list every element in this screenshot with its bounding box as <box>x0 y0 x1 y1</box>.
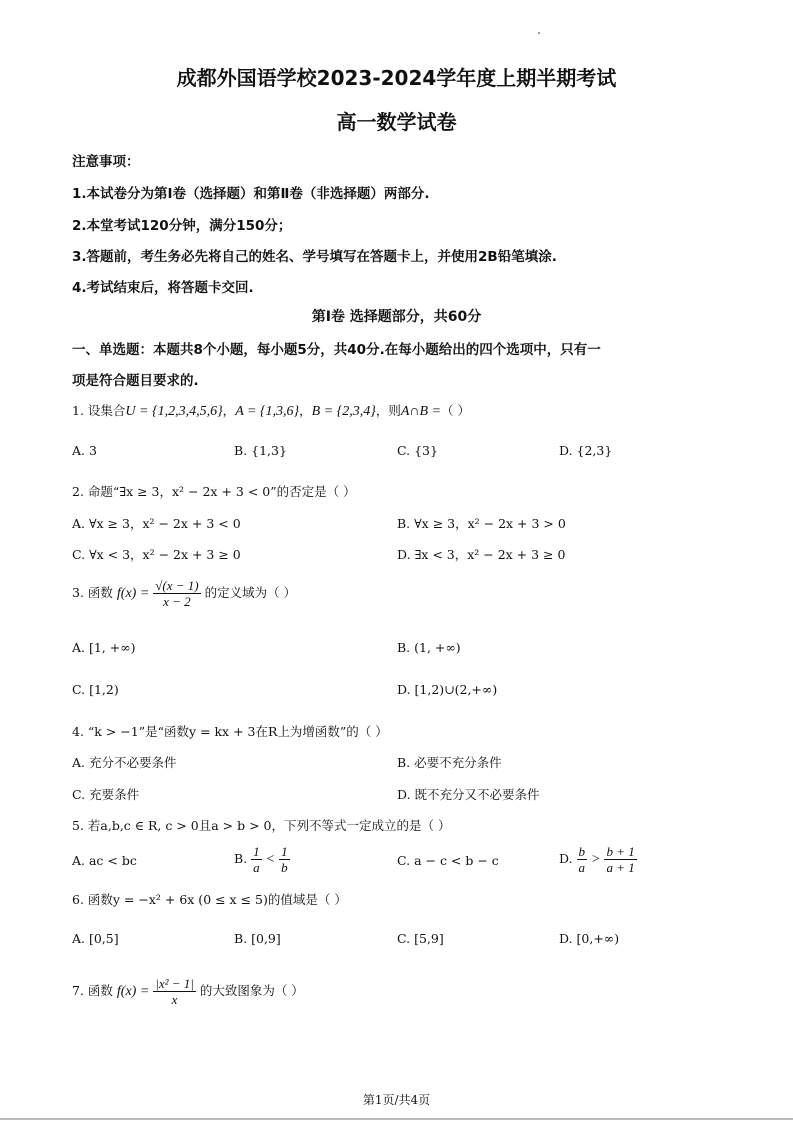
q3-fraction <box>153 578 200 609</box>
note-item-4: 4.考试结束后，将答题卡交回. <box>72 280 254 296</box>
q2-option-d[interactable]: D. ∃x < 3，x² − 2x + 3 ≥ 0 <box>397 547 566 562</box>
q7-fx: f(x) = <box>116 984 150 999</box>
q5-option-d-label: D. <box>559 851 573 866</box>
q5-d-den1: a <box>578 860 586 875</box>
q1-then: ，则 <box>375 403 401 418</box>
q1-u-set: U = {1,2,3,4,5,6} <box>125 404 223 419</box>
scan-dot <box>538 32 540 34</box>
question-4-stem: 4. “k > −1”是“函数y = kx + 3在R上为增函数”的（ ） <box>72 724 388 739</box>
bottom-edge-rule <box>0 1118 793 1120</box>
q5-b-num1: 1 <box>253 844 260 859</box>
q4-option-c[interactable]: C. 充要条件 <box>72 787 140 802</box>
q1-option-c[interactable]: C. {3} <box>397 443 438 458</box>
q4-option-d[interactable]: D. 既不充分又不必要条件 <box>397 787 540 802</box>
q1-prefix: 1. 设集合 <box>72 403 126 418</box>
q5-d-operator: > <box>591 852 601 867</box>
question-2-stem: 2. 命题“∃x ≥ 3，x² − 2x + 3 < 0”的否定是（ ） <box>72 484 356 499</box>
q4-option-b[interactable]: B. 必要不充分条件 <box>397 755 502 770</box>
q5-option-d-frac1 <box>577 844 588 875</box>
q7-denominator: x <box>171 992 178 1007</box>
note-item-3: 3.答题前，考生务必先将自己的姓名、学号填写在答题卡上，并使用2B铅笔填涂. <box>72 249 557 265</box>
q3-option-b[interactable]: B. (1, +∞) <box>397 640 461 655</box>
q5-option-b-label: B. <box>234 851 248 866</box>
q7-numerator: |x² − 1| <box>155 976 194 991</box>
q7-prefix: 7. 函数 <box>72 983 113 998</box>
question-1-stem <box>72 401 470 420</box>
q1-sep2: ， <box>299 403 312 418</box>
question-7-stem <box>72 976 304 1007</box>
q5-b-den1: a <box>253 860 260 875</box>
q5-option-b-frac2 <box>279 844 290 875</box>
q1-option-b[interactable]: B. {1,3} <box>234 443 287 458</box>
q2-option-a[interactable]: A. ∀x ≥ 3，x² − 2x + 3 < 0 <box>72 516 241 531</box>
q7-fraction <box>153 976 196 1007</box>
note-item-1: 1.本试卷分为第Ⅰ卷（选择题）和第Ⅱ卷（非选择题）两部分. <box>72 186 430 202</box>
question-3-stem <box>72 578 296 609</box>
question-5-stem: 5. 若a,b,c ∈ R, c > 0且a > b > 0，下列不等式一定成立的是（ ） <box>72 818 451 833</box>
exam-title: 成都外国语学校2023-2024学年度上期半期考试 <box>176 66 617 90</box>
section-title: 第Ⅰ卷 选择题部分，共60分 <box>311 309 482 325</box>
q5-option-d-frac2 <box>604 844 636 875</box>
notes-heading: 注意事项： <box>72 154 140 170</box>
q3-numerator: √(x − 1) <box>155 578 199 593</box>
q3-prefix: 3. 函数 <box>72 585 113 600</box>
q1-a-set: A = {1,3,6} <box>235 404 300 419</box>
q1-option-a[interactable]: A. 3 <box>72 443 97 458</box>
q6-option-d[interactable]: D. [0,+∞) <box>559 931 620 946</box>
q2-option-b[interactable]: B. ∀x ≥ 3，x² − 2x + 3 > 0 <box>397 516 566 531</box>
section-intro-line2: 项是符合题目要求的. <box>72 373 199 389</box>
q1-b-set: B = {2,3,4} <box>311 404 376 419</box>
q5-d-num1: b <box>578 844 586 859</box>
q2-option-c[interactable]: C. ∀x < 3，x² − 2x + 3 ≥ 0 <box>72 547 241 562</box>
q3-option-c[interactable]: C. [1,2) <box>72 682 119 697</box>
q5-d-num2: b + 1 <box>606 844 635 859</box>
q1-expr: A∩B = <box>400 404 442 419</box>
q5-option-b[interactable] <box>234 844 290 875</box>
q3-option-a[interactable]: A. [1, +∞) <box>72 640 136 655</box>
q5-option-c[interactable]: C. a − c < b − c <box>397 853 499 868</box>
q5-b-num2: 1 <box>281 844 288 859</box>
q3-option-d[interactable]: D. [1,2)∪(2,+∞) <box>397 682 498 697</box>
q3-denominator: x − 2 <box>163 594 191 609</box>
q6-option-c[interactable]: C. [5,9] <box>397 931 444 946</box>
note-item-2: 2.本堂考试120分钟，满分150分； <box>72 218 292 234</box>
q5-d-den2: a + 1 <box>606 860 635 875</box>
q1-blank: （ ） <box>441 403 471 418</box>
q6-option-a[interactable]: A. [0,5] <box>72 931 119 946</box>
q5-option-d[interactable] <box>559 844 637 875</box>
q1-option-d[interactable]: D. {2,3} <box>559 443 613 458</box>
question-6-stem: 6. 函数y = −x² + 6x (0 ≤ x ≤ 5)的值域是（ ） <box>72 892 347 907</box>
q5-b-den2: b <box>281 860 288 875</box>
q5-option-a[interactable]: A. ac < bc <box>72 853 137 868</box>
q1-sep1: ， <box>222 403 236 418</box>
q6-option-b[interactable]: B. [0,9] <box>234 931 281 946</box>
q3-fx: f(x) = <box>116 586 150 601</box>
q5-option-b-frac1 <box>251 844 262 875</box>
q5-b-operator: < <box>265 852 276 867</box>
q3-suffix: 的定义域为（ ） <box>204 585 297 600</box>
section-intro-line1: 一、单选题：本题共8个小题，每小题5分，共40分.在每小题给出的四个选项中，只有一 <box>72 342 601 358</box>
page-footer: 第1页/共4页 <box>362 1093 431 1107</box>
q7-suffix: 的大致图象为（ ） <box>199 983 304 998</box>
q4-option-a[interactable]: A. 充分不必要条件 <box>72 755 177 770</box>
exam-subtitle: 高一数学试卷 <box>336 110 457 134</box>
